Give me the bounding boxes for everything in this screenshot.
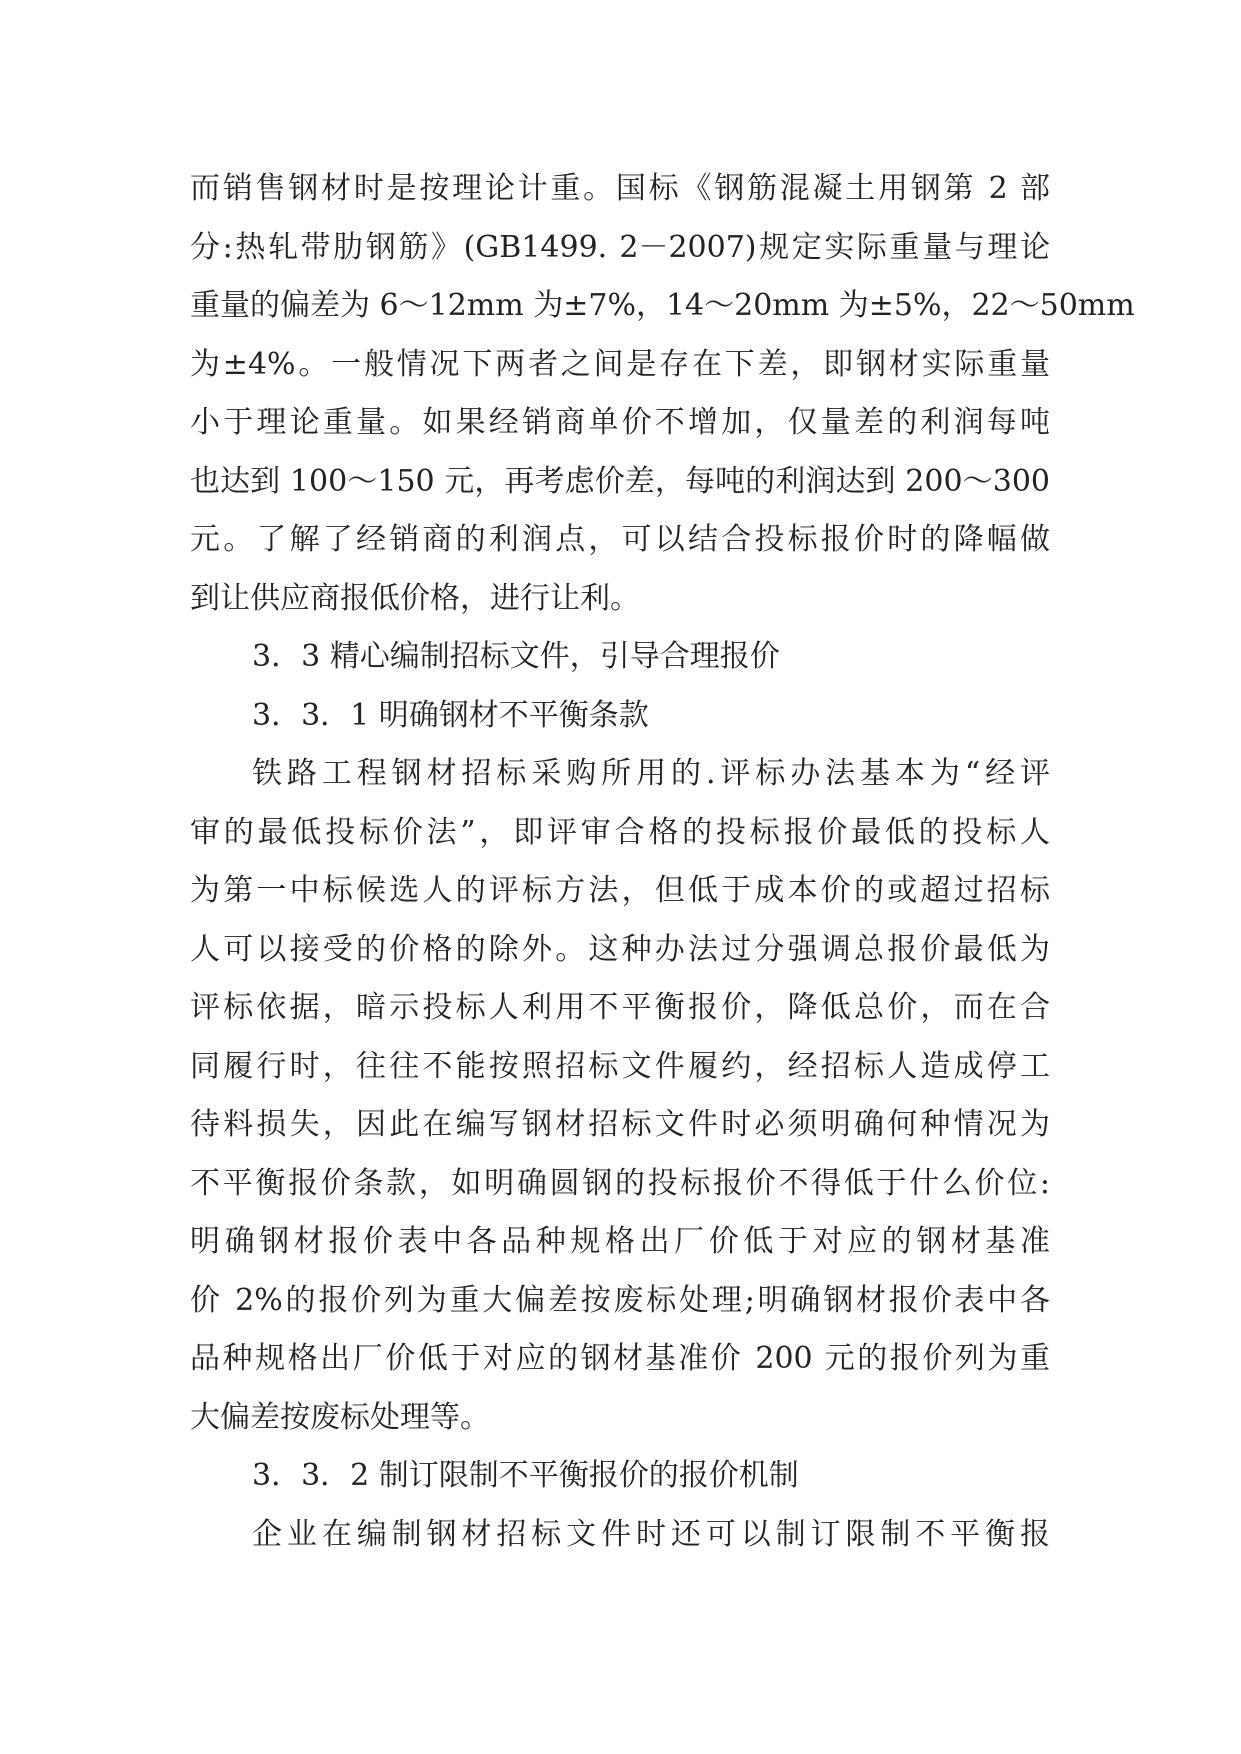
text-line: 重量的偏差为 6～12mm 为±7%，14～20mm 为±5%，22～50mm — [190, 288, 1135, 323]
section-heading-3-3: 3．3 精心编制招标文件，引导合理报价 — [252, 639, 780, 674]
text-line: 人可以接受的价格的除外。这种办法过分强调总报价最低为 — [190, 931, 1050, 967]
text-line: 审的最低投标价法”，即评审合格的投标报价最低的投标人 — [190, 814, 1050, 850]
paragraph-1 — [190, 160, 1135, 628]
text-line: 分:热轧带肋钢筋》(GB1499. 2－2007)规定实际重量与理论 — [190, 229, 1050, 265]
paragraph-2 — [190, 745, 1050, 1447]
text-line: 企业在编制钢材招标文件时还可以制订限制不平衡报 — [252, 1516, 1050, 1552]
text-line: 不平衡报价条款，如明确圆钢的投标报价不得低于什么价位: — [190, 1165, 1050, 1201]
text-line: 评标依据，暗示投标人利用不平衡报价，降低总价，而在合 — [190, 990, 1050, 1025]
text-line: 同履行时，往往不能按照招标文件履约，经招标人造成停工 — [190, 1048, 1050, 1084]
section-heading-3-3-2: 3．3．2 制订限制不平衡报价的报价机制 — [252, 1458, 799, 1493]
text-line: 到让供应商报低价格，进行让利。 — [190, 580, 640, 616]
text-line: 小于理论重量。如果经销商单价不增加，仅量差的利润每吨 — [190, 405, 1050, 440]
text-line: 为第一中标候选人的评标方法，但低于成本价的或超过招标 — [190, 873, 1050, 908]
text-line: 元。了解了经销商的利润点，可以结合投标报价时的降幅做 — [190, 522, 1050, 557]
text-line: 为±4%。一般情况下两者之间是存在下差，即钢材实际重量 — [190, 346, 1050, 382]
text-line: 大偏差按废标处理等。 — [190, 1399, 490, 1435]
section-heading-3-3-1: 3．3．1 明确钢材不平衡条款 — [252, 697, 649, 733]
document-body — [190, 160, 1135, 1564]
text-line: 而销售钢材时是按理论计重。国标《钢筋混凝土用钢第 2 部 — [190, 171, 1050, 206]
text-line: 待料损失，因此在编写钢材招标文件时必须明确何种情况为 — [190, 1107, 1050, 1142]
paragraph-3 — [190, 1506, 1050, 1565]
text-line: 也达到 100～150 元，再考虑价差，每吨的利润达到 200～300 — [190, 463, 1050, 499]
text-line: 明确钢材报价表中各品种规格出厂价低于对应的钢材基准 — [190, 1224, 1050, 1259]
text-line: 铁路工程钢材招标采购所用的.评标办法基本为“经评 — [252, 756, 1050, 791]
text-line: 价 2%的报价列为重大偏差按废标处理;明确钢材报价表中各 — [190, 1282, 1050, 1318]
text-line: 品种规格出厂价低于对应的钢材基准价 200 元的报价列为重 — [190, 1341, 1050, 1376]
